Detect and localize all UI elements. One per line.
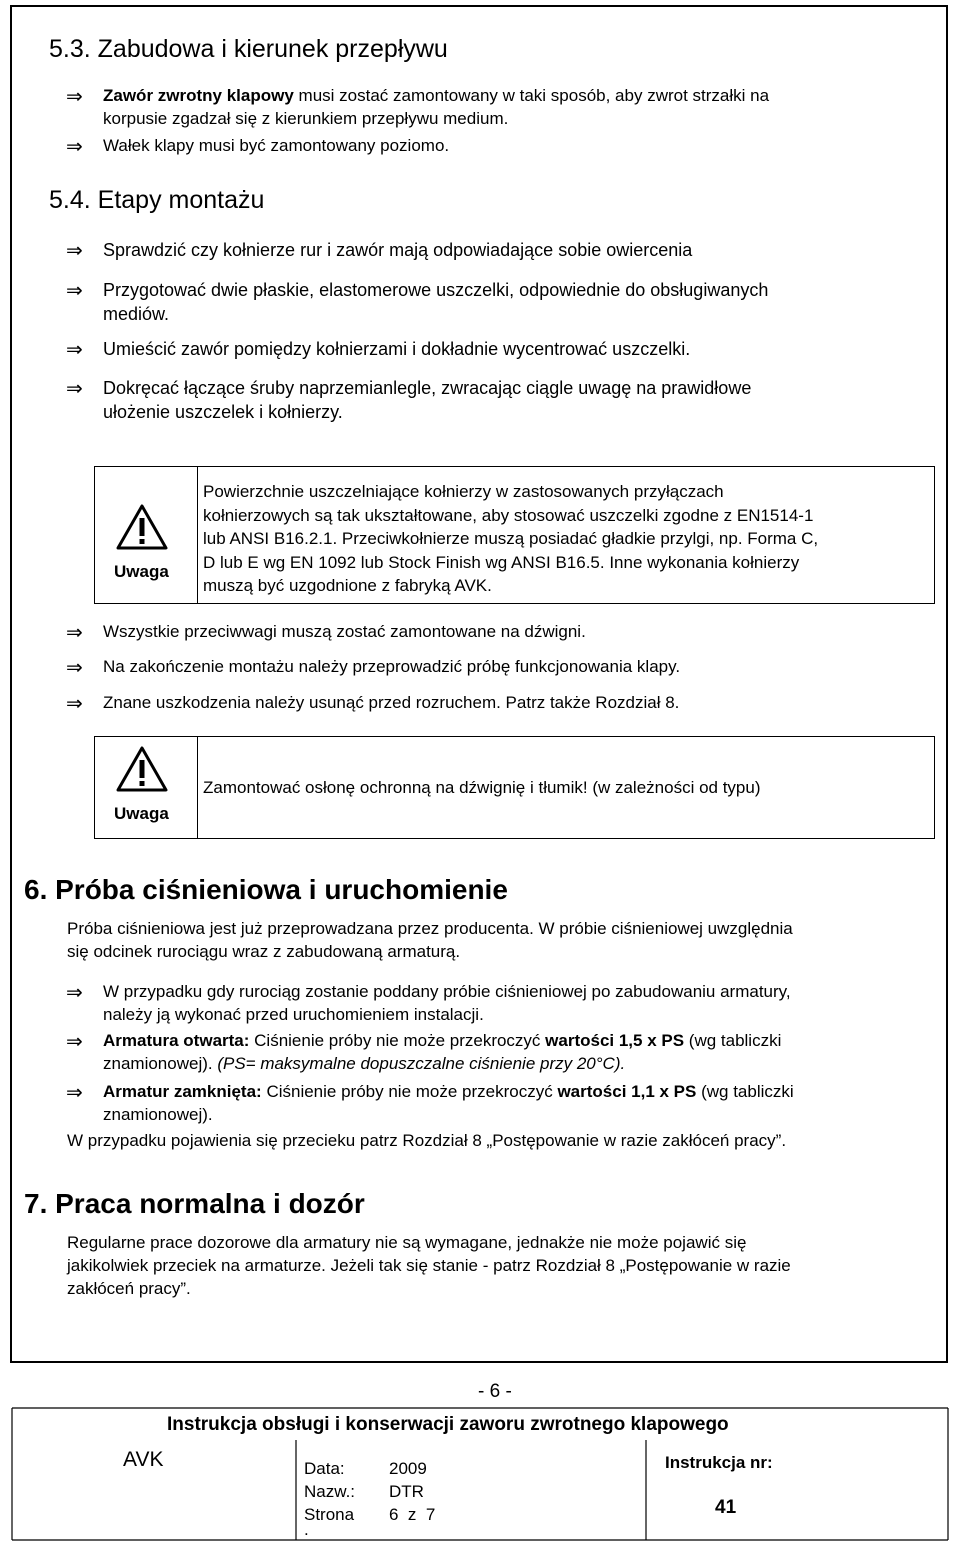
footer-strona-dot: .: [304, 1520, 309, 1539]
paragraph: Regularne prace dozorowe dla armatury nie są wymagane, jednakże nie może pojawić się: [67, 1233, 747, 1252]
paragraph: zakłóceń pracy”.: [67, 1279, 191, 1298]
bullet-text: Znane uszkodzenia należy usunąć przed rozruchem. Patrz także Rozdział 8.: [103, 693, 680, 712]
bullet-text: Armatura otwarta: Ciśnienie próby nie może przekroczyć wartości 1,5 x PS (wg tabliczki: [103, 1031, 782, 1050]
arrow-bullet-icon: ⇒: [66, 376, 83, 400]
footer-instr-value: 41: [715, 1497, 737, 1518]
arrow-bullet-icon: ⇒: [66, 980, 83, 1004]
section-6-heading: 6. Próba ciśnieniowa i uruchomienie: [24, 874, 508, 905]
bullet-text: Dokręcać łączące śruby naprzemianlegle, zwracając ciągle uwagę na prawidłowe: [103, 378, 752, 398]
company-name: AVK: [123, 1448, 164, 1471]
footer-nazw-value: DTR: [389, 1482, 424, 1501]
bullet-text: Przygotować dwie płaskie, elastomerowe uszczelki, odpowiednie do obsługiwanych: [103, 280, 769, 300]
section-5-3-heading: 5.3. Zabudowa i kierunek przepływu: [49, 35, 448, 63]
bullet-text: Na zakończenie montażu należy przeprowadzić próbę funkcjonowania klapy.: [103, 657, 681, 676]
section-7-heading: 7. Praca normalna i dozór: [24, 1188, 365, 1219]
paragraph: Próba ciśnieniowa jest już przeprowadzana przez producenta. W próbie ciśnieniowej uwzględnia: [67, 919, 793, 938]
arrow-bullet-icon: ⇒: [66, 134, 83, 158]
bullet-text: korpusie zgadzał się z kierunkiem przepływu medium.: [103, 109, 509, 128]
bullet-text: znamionowej).: [103, 1105, 213, 1124]
warning-text: Zamontować osłonę ochronną na dźwignię i tłumik! (w zależności od typu): [203, 778, 761, 797]
bullet-text: Wałek klapy musi być zamontowany poziomo.: [103, 136, 450, 155]
arrow-bullet-icon: ⇒: [66, 1029, 83, 1053]
arrow-bullet-icon: ⇒: [66, 337, 83, 361]
bullet-text: W przypadku gdy rurociąg zostanie poddany próbie ciśnieniowej po zabudowaniu armatury,: [103, 982, 791, 1001]
bullet-text: mediów.: [103, 304, 170, 324]
arrow-bullet-icon: ⇒: [66, 691, 83, 715]
bullet-text: należy ją wykonać przed uruchomieniem instalacji.: [103, 1005, 484, 1024]
footer-instr-label: Instrukcja nr:: [665, 1453, 773, 1472]
footer-strona-value: 6 z 7: [389, 1505, 436, 1524]
bullet-text: Zawór zwrotny klapowy musi zostać zamontowany w taki sposób, aby zwrot strzałki na: [103, 86, 770, 105]
warning-text: Powierzchnie uszczelniające kołnierzy w zastosowanych przyłączach kołnierzowych są tak ukształtowane, aby stosować uszczelki zgodne z EN1514-1 lub ANSI B16.2.1. Przeciwkołnierze muszą posiadać gładkie przylgi, np. Forma C, D lub E wg EN 1092 lub Stock Finish wg ANSI B16.5. Inne wykonania kołnierzy muszą być uzgodnione z fabryką AVK.: [203, 482, 819, 595]
footer-nazw-label: Nazw.:: [304, 1482, 356, 1501]
bullet-text: ułożenie uszczelek i kołnierzy.: [103, 402, 343, 422]
bullet-text: Wszystkie przeciwwagi muszą zostać zamontowane na dźwigni.: [103, 622, 586, 641]
paragraph: się odcinek rurociągu wraz z zabudowaną armaturą.: [67, 942, 461, 961]
warning-label: Uwaga: [114, 562, 169, 581]
arrow-bullet-icon: ⇒: [66, 655, 83, 679]
bullet-text: Sprawdzić czy kołnierze rur i zawór mają odpowiadające sobie owiercenia: [103, 240, 693, 260]
page-number: - 6 -: [478, 1381, 512, 1402]
arrow-bullet-icon: ⇒: [66, 620, 83, 644]
section-5-4-heading: 5.4. Etapy montażu: [49, 186, 265, 214]
bullet-text: Armatur zamknięta: Ciśnienie próby nie może przekroczyć wartości 1,1 x PS (wg tabliczki: [103, 1082, 794, 1101]
arrow-bullet-icon: ⇒: [66, 1080, 83, 1104]
arrow-bullet-icon: ⇒: [66, 84, 83, 108]
bullet-text: znamionowej). (PS= maksymalne dopuszczalne ciśnienie przy 20°C).: [103, 1054, 626, 1073]
paragraph: jakikolwiek przeciek na armaturze. Jeżeli tak się stanie - patrz Rozdział 8 „Postępowanie w razie: [67, 1256, 791, 1275]
footer-title: Instrukcja obsługi i konserwacji zaworu zwrotnego klapowego: [167, 1414, 729, 1435]
arrow-bullet-icon: ⇒: [66, 238, 83, 262]
footer-date-value: 2009: [389, 1459, 427, 1478]
paragraph: W przypadku pojawienia się przecieku patrz Rozdział 8 „Postępowanie w razie zakłóceń pracy”.: [67, 1131, 787, 1150]
arrow-bullet-icon: ⇒: [66, 278, 83, 302]
bullet-text: Umieścić zawór pomiędzy kołnierzami i dokładnie wycentrować uszczelki.: [103, 339, 691, 359]
footer-strona-label: Strona: [304, 1505, 355, 1524]
warning-label: Uwaga: [114, 804, 169, 823]
footer-date-label: Data:: [304, 1459, 345, 1478]
